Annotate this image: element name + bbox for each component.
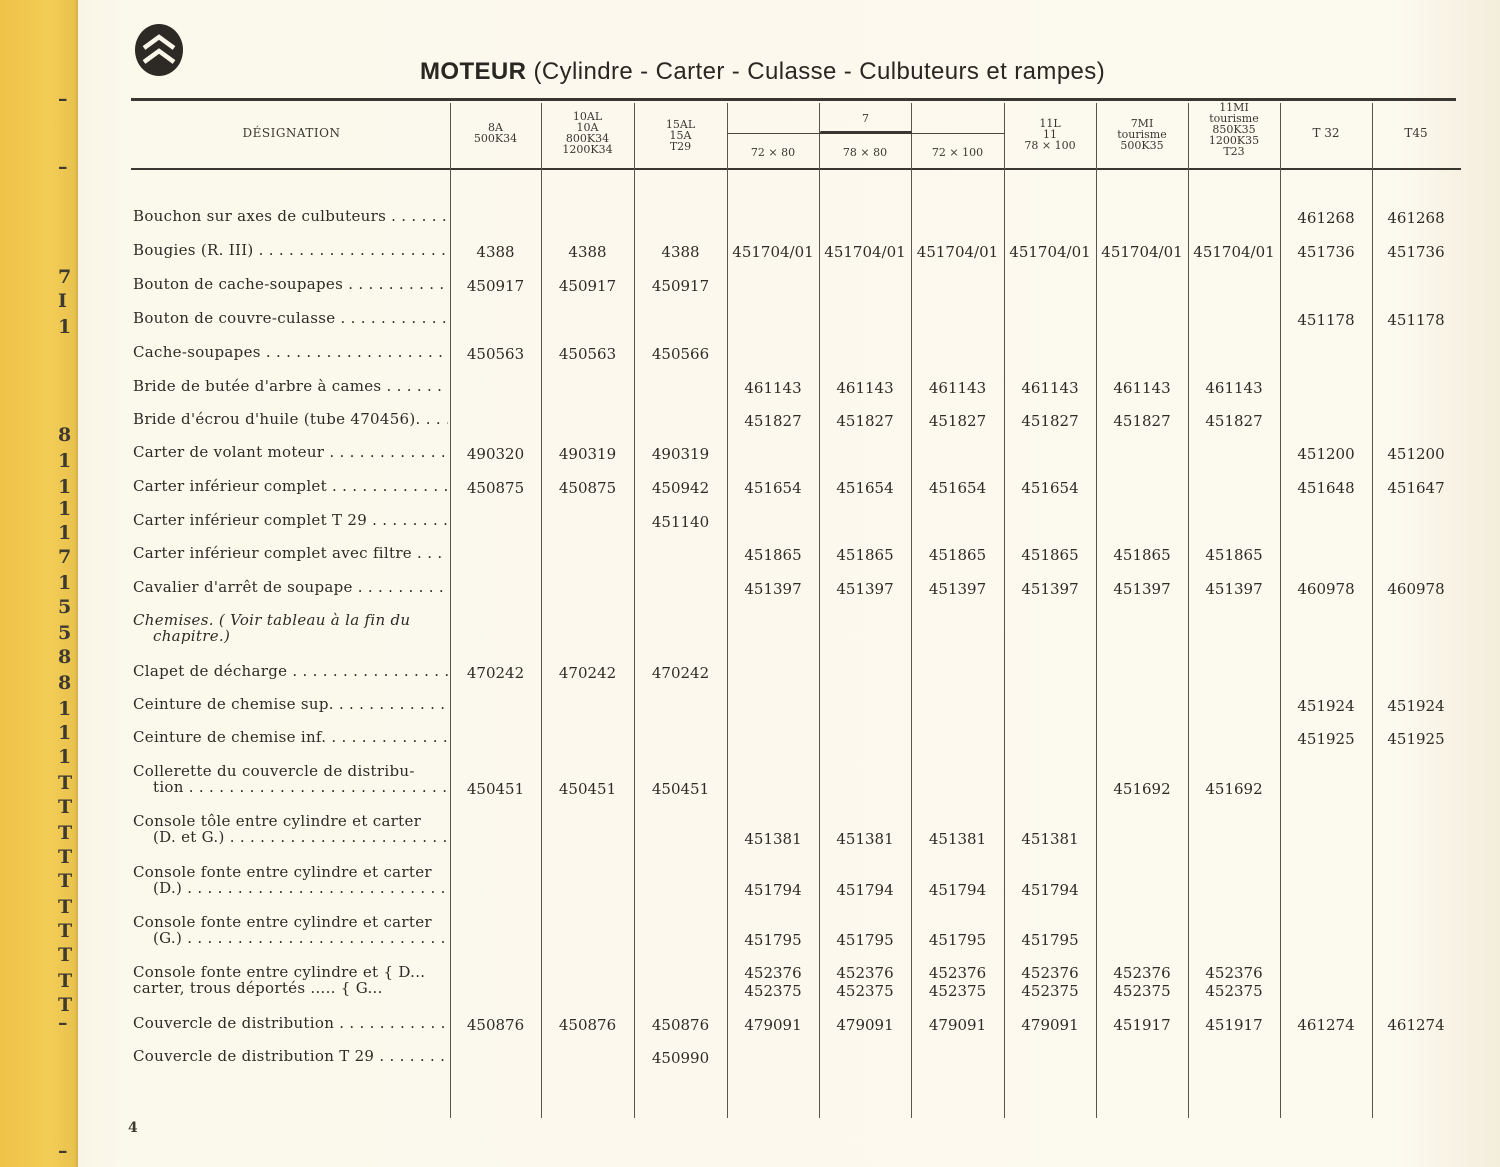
table-cell: 451794 [1021, 881, 1079, 899]
edge-index-mark: 1 [58, 476, 72, 498]
table-cell: 451795 [744, 931, 802, 949]
table-cell: 451827 [928, 412, 987, 430]
table-cell: 490320 [466, 445, 525, 463]
edge-index-mark: T [58, 994, 73, 1016]
table-cell: 451827 [1113, 412, 1171, 430]
edge-index-mark: 8 [58, 646, 72, 668]
edge-index-mark: 8 [58, 424, 72, 446]
designation-line: Clapet de décharge . . . [133, 663, 448, 679]
table-cell: 479091 [836, 1016, 894, 1034]
designation-line: Collerette du couvercle de distribu- [133, 763, 415, 779]
edge-index-mark: – [58, 88, 68, 110]
designation-line: (D.) . . . [133, 880, 448, 896]
table-cell: 451865 [836, 546, 894, 564]
row-designation [133, 478, 448, 494]
edge-index-mark: T [58, 970, 73, 992]
table-cell: 450917 [651, 277, 710, 295]
table-cell: 451865 [1021, 546, 1079, 564]
table-cell: 479091 [1021, 1016, 1079, 1034]
edge-index-mark: 1 [58, 698, 72, 720]
edge-index-mark: T [58, 796, 73, 818]
table-cell: 461143 [836, 379, 894, 397]
table-cell: 450876 [651, 1016, 710, 1034]
table-cell: 461143 [1021, 379, 1079, 397]
table-cell: 451178 [1387, 311, 1445, 329]
row-designation [133, 663, 448, 679]
designation-line: (G.) . . . [133, 930, 448, 946]
row-designation [133, 579, 448, 595]
edge-index-mark: 8 [58, 672, 72, 694]
table-cell: 451654 [836, 479, 894, 497]
designation-line: Console fonte entre cylindre et { D... [133, 964, 426, 980]
table-cell: 451925 [1297, 730, 1355, 748]
column-header: 15AL 15A T29 [665, 118, 696, 153]
table-cell: 451924 [1387, 697, 1445, 715]
table-cell: 461143 [928, 379, 987, 397]
thumb-index-edge [0, 0, 78, 1167]
designation-line: Bouchon sur axes de culbuteurs . . . [133, 208, 448, 224]
table-cell: 451140 [651, 513, 710, 531]
designation-line: Couvercle de distribution T 29 . . . [133, 1048, 448, 1064]
row-designation [133, 444, 448, 460]
edge-index-mark: 1 [58, 316, 72, 338]
edge-index-mark: 1 [58, 522, 72, 544]
edge-index-mark: T [58, 846, 73, 868]
designation-line: (D. et G.) . . . [133, 829, 448, 845]
header-bottom-rule [131, 168, 1461, 170]
row-designation [133, 512, 448, 528]
table-cell: 451200 [1387, 445, 1445, 463]
row-designation [133, 914, 448, 946]
designation-line: Ceinture de chemise sup. . . . [133, 696, 448, 712]
designation-line: Console fonte entre cylindre et carter [133, 864, 432, 880]
row-designation [133, 310, 448, 326]
edge-index-mark: – [58, 156, 68, 178]
table-cell: 451704/01 [1009, 243, 1091, 261]
row-designation [133, 813, 448, 845]
table-cell: 479091 [744, 1016, 802, 1034]
table-cell: 450876 [466, 1016, 525, 1034]
table-cell: 451704/01 [916, 243, 999, 261]
row-designation [133, 344, 448, 360]
table-cell: 451647 [1387, 479, 1445, 497]
table-cell: 452376 452375 [1021, 964, 1079, 1000]
table-cell: 451381 [1021, 830, 1079, 848]
table-top-rule [131, 98, 1456, 101]
table-cell: 451397 [1021, 580, 1079, 598]
table-cell: 451865 [928, 546, 987, 564]
table-cell: 451925 [1387, 730, 1445, 748]
row-designation [133, 378, 448, 394]
table-cell: 470242 [466, 664, 525, 682]
row-designation [133, 1015, 448, 1031]
designation-line: Carter de volant moteur . . . [133, 444, 448, 460]
table-cell: 451654 [928, 479, 987, 497]
edge-index-mark: 1 [58, 722, 72, 744]
designation-line: Console fonte entre cylindre et carter [133, 914, 432, 930]
table-cell: 451827 [836, 412, 894, 430]
row-designation [133, 964, 448, 996]
designation-line: Couvercle de distribution . . . [133, 1015, 448, 1031]
table-cell: 450566 [651, 345, 710, 363]
table-cell: 461268 [1387, 209, 1445, 227]
table-cell: 451397 [1113, 580, 1171, 598]
table-cell: 451736 [1297, 243, 1355, 261]
table-cell: 451794 [928, 881, 987, 899]
designation-line: Carter inférieur complet avec filtre . . . [133, 545, 448, 561]
table-cell: 451827 [1205, 412, 1263, 430]
table-cell: 451704/01 [732, 243, 814, 261]
table-cell: 490319 [651, 445, 710, 463]
edge-index-mark: 1 [58, 450, 72, 472]
edge-index-mark: 5 [58, 622, 72, 644]
table-cell: 451865 [1205, 546, 1263, 564]
designation-line: carter, trous déportés ..... { G... [133, 980, 383, 996]
row-designation [133, 729, 448, 745]
table-cell: 451924 [1297, 697, 1355, 715]
table-cell: 452376 452375 [744, 964, 802, 1000]
table-cell: 451397 [836, 580, 894, 598]
row-designation [133, 864, 448, 896]
table-cell: 451397 [1205, 580, 1263, 598]
column-header: 11L 11 78 × 100 [1024, 117, 1076, 152]
table-cell: 451178 [1297, 311, 1355, 329]
table-cell: 461268 [1297, 209, 1355, 227]
designation-header: DÉSIGNATION [242, 126, 341, 140]
row-designation [133, 763, 448, 795]
table-cell: 451736 [1387, 243, 1445, 261]
table-cell: 4388 [476, 243, 515, 261]
table-cell: 451794 [836, 881, 894, 899]
table-cell: 451704/01 [824, 243, 906, 261]
table-cell: 479091 [928, 1016, 987, 1034]
designation-line: Chemises. ( Voir tableau à la fin du [133, 612, 411, 628]
column-header: 72 × 100 [931, 146, 984, 159]
table-cell: 451704/01 [1101, 243, 1183, 261]
table-cell: 451917 [1113, 1016, 1171, 1034]
row-designation [133, 411, 448, 427]
table-cell: 451381 [836, 830, 894, 848]
column-header: T 32 [1312, 126, 1340, 140]
table-cell: 450917 [558, 277, 617, 295]
edge-index-mark: T [58, 944, 73, 966]
table-cell: 451795 [1021, 931, 1079, 949]
row-designation [133, 242, 448, 258]
edge-index-mark: – [58, 1012, 68, 1034]
row-designation [133, 612, 448, 644]
designation-line: Bride d'écrou d'huile (tube 470456). . . . [133, 411, 448, 427]
designation-line: Bride de butée d'arbre à cames . . . [133, 378, 448, 394]
edge-index-mark: T [58, 896, 73, 918]
table-cell: 450563 [558, 345, 617, 363]
table-cell: 490319 [558, 445, 617, 463]
table-cell: 451397 [744, 580, 802, 598]
table-cell: 470242 [651, 664, 710, 682]
table-cell: 451794 [744, 881, 802, 899]
edge-index-mark: 7 [58, 266, 72, 288]
edge-index-mark: 7 [58, 546, 72, 568]
table-cell: 452376 452375 [1113, 964, 1171, 1000]
edge-index-mark: T [58, 822, 73, 844]
table-cell: 4388 [661, 243, 700, 261]
column-header: 7MI tourisme 500K35 [1117, 117, 1167, 152]
column-header: 78 × 80 [842, 146, 888, 159]
table-cell: 460978 [1387, 580, 1445, 598]
table-cell: 451865 [1113, 546, 1171, 564]
citroen-logo-icon [133, 22, 185, 78]
table-cell: 451917 [1205, 1016, 1263, 1034]
table-cell: 450942 [651, 479, 710, 497]
row-designation [133, 276, 448, 292]
table-cell: 451827 [1021, 412, 1079, 430]
table-cell: 461143 [744, 379, 802, 397]
table-cell: 452376 452375 [928, 964, 987, 1000]
designation-line: Carter inférieur complet . . . [133, 478, 448, 494]
table-cell: 451397 [928, 580, 987, 598]
table-cell: 451200 [1297, 445, 1355, 463]
edge-index-mark: 1 [58, 498, 72, 520]
edge-index-mark: 1 [58, 746, 72, 768]
table-cell: 450451 [651, 780, 710, 798]
column-header: T45 [1404, 126, 1428, 140]
table-cell: 451692 [1205, 780, 1263, 798]
edge-index-mark: 5 [58, 596, 72, 618]
table-cell: 451704/01 [1193, 243, 1275, 261]
designation-line: Bouton de couvre-culasse . . . [133, 310, 448, 326]
table-cell: 470242 [558, 664, 617, 682]
table-cell: 450875 [558, 479, 617, 497]
table-cell: 451795 [836, 931, 894, 949]
designation-line: Carter inférieur complet T 29 . . . [133, 512, 448, 528]
edge-index-mark: I [58, 290, 67, 312]
edge-index-mark: T [58, 920, 73, 942]
table-cell: 451795 [928, 931, 987, 949]
designation-line: Ceinture de chemise inf. . . . [133, 729, 448, 745]
table-cell: 451381 [928, 830, 987, 848]
table-cell: 452376 452375 [1205, 964, 1263, 1000]
table-cell: 451654 [744, 479, 802, 497]
table-cell: 450451 [466, 780, 525, 798]
table-cell: 450451 [558, 780, 617, 798]
page-title: MOTEUR (Cylindre - Carter - Culasse - Culbuteurs et rampes) [420, 58, 1106, 85]
table-cell: 451654 [1021, 479, 1079, 497]
edge-index-mark: T [58, 772, 73, 794]
table-cell: 451692 [1113, 780, 1171, 798]
table-cell: 460978 [1297, 580, 1355, 598]
designation-line: Bouton de cache-soupapes . . . [133, 276, 448, 292]
table-cell: 451865 [744, 546, 802, 564]
designation-line: Cavalier d'arrêt de soupape . . . [133, 579, 448, 595]
row-designation [133, 545, 448, 561]
table-cell: 461143 [1113, 379, 1171, 397]
row-designation [133, 696, 448, 712]
table-cell: 450917 [466, 277, 525, 295]
table-cell: 450563 [466, 345, 525, 363]
row-designation [133, 208, 448, 224]
column-header: 72 × 80 [750, 146, 796, 159]
table-cell: 450876 [558, 1016, 617, 1034]
designation-line: Console tôle entre cylindre et carter [133, 813, 422, 829]
designation-line: Bougies (R. III) . . . [133, 242, 448, 258]
edge-index-mark: 1 [58, 572, 72, 594]
row-designation [133, 1048, 448, 1064]
column-header: 10AL 10A 800K34 1200K34 [562, 110, 613, 156]
table-cell: 461274 [1387, 1016, 1445, 1034]
table-cell: 461274 [1297, 1016, 1355, 1034]
table-cell: 451381 [744, 830, 802, 848]
table-cell: 461143 [1205, 379, 1263, 397]
designation-line: chapitre.) [153, 628, 231, 644]
designation-line: Cache-soupapes . . . [133, 344, 448, 360]
edge-index-mark: – [58, 1140, 68, 1162]
table-cell: 450875 [466, 479, 525, 497]
table-cell: 452376 452375 [836, 964, 894, 1000]
table-cell: 451648 [1297, 479, 1355, 497]
table-cell: 451827 [744, 412, 802, 430]
group7-brace-mark [820, 131, 912, 134]
designation-line: tion . . . [133, 779, 448, 795]
table-cell: 4388 [568, 243, 607, 261]
column-header: 11MI tourisme 850K35 1200K35 T23 [1208, 101, 1260, 158]
page-number: 4 [128, 1120, 138, 1136]
column-header: 8A 500K34 [473, 121, 518, 145]
edge-index-mark: T [58, 870, 73, 892]
group7-header: 7 [862, 112, 869, 125]
table-cell: 450990 [651, 1049, 710, 1067]
